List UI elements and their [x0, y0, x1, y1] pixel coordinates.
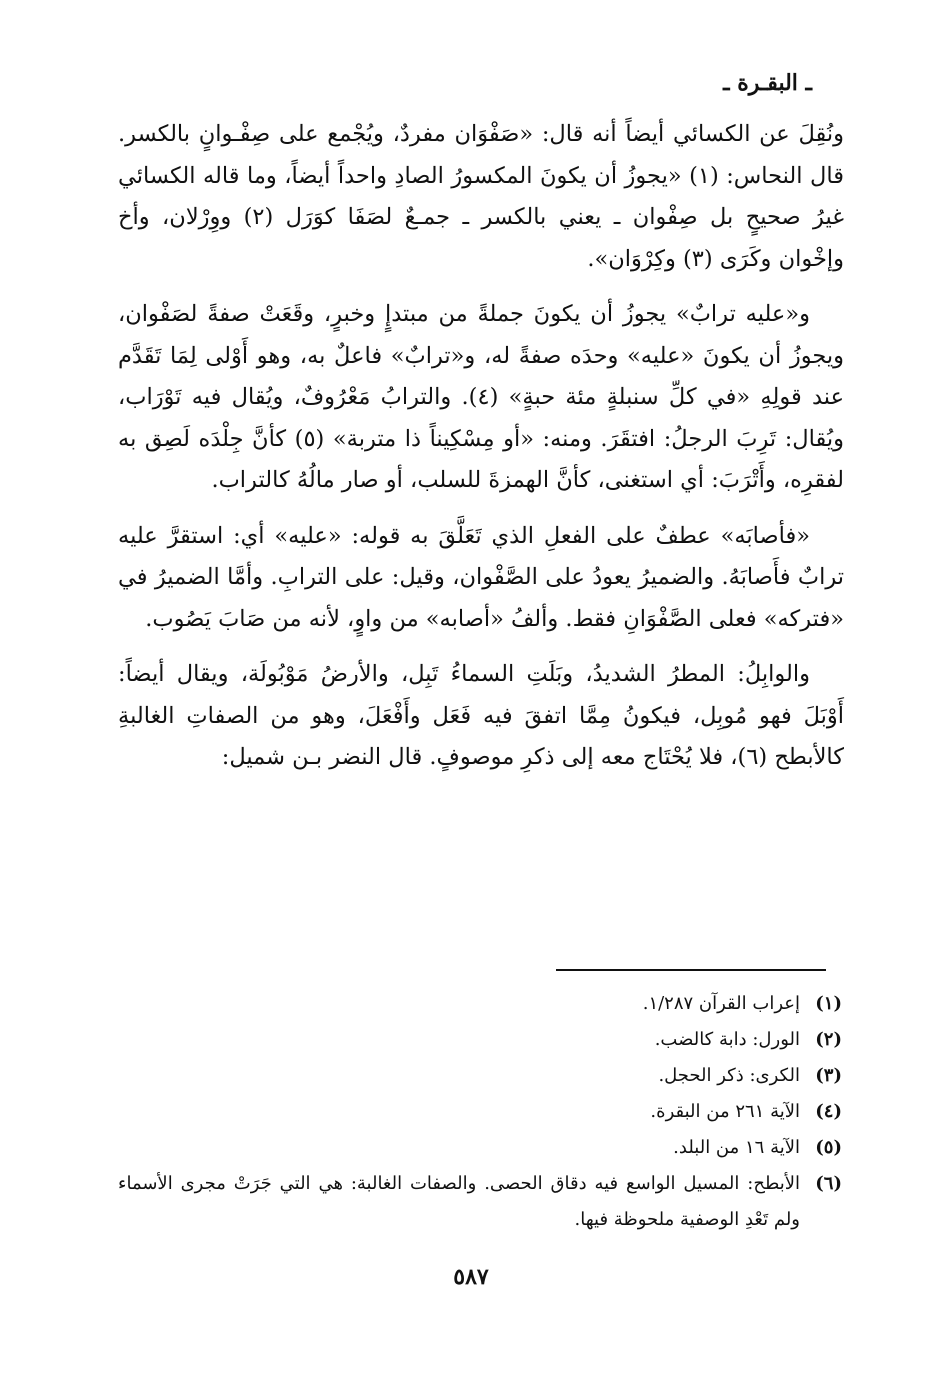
footnote-text: الأبطح: المسيل الواسع فيه دقاق الحصى. والصفات الغالبة: هي التي جَرَتْ مجرى الأسماء ولم تَعْدِ الوصفية ملحوظة فيها.: [118, 1173, 800, 1230]
footnote-text: الورل: دابة كالضب.: [654, 1029, 800, 1050]
page-number: ٥٨٧: [453, 1264, 489, 1290]
running-head: ـ البقـرة ـ: [723, 70, 812, 96]
footnote-number: (٣): [815, 1065, 842, 1086]
footnote-text: الكرى: ذكر الحجل.: [658, 1065, 800, 1086]
footnote-text: الآية ١٦ من البلد.: [673, 1137, 800, 1158]
footnote-number: (٤): [815, 1101, 842, 1122]
footnote-1: [118, 986, 842, 1022]
footnote-number: (١): [815, 993, 842, 1014]
footnote-number: (٢): [815, 1029, 842, 1050]
footnote-number: (٥): [815, 1137, 842, 1158]
paragraph-1: ونُقِلَ عن الكسائي أيضاً أنه قال: «صَفْوَان مفردٌ، ويُجْمع على صِفْـوانٍ بالكسر. قال النحاس: (١) «يجوزُ أن يكونَ المكسورُ الصادِ واحداً أيضاً، وما قاله الكسائي غيرُ صحيحٍ بل صِفْوان ـ يعني بالكسر ـ جمـعٌ لصَفَا كوَرَل (٢) ووِرْلان، وأخ وإخْوان وكَرَى (٣) وكِرْوَان».: [118, 121, 844, 272]
footnote-divider: [556, 969, 826, 971]
paragraph-2: و«عليه ترابٌ» يجوزُ أن يكونَ جملةً من مبتدإٍ وخبرٍ، وقَعَتْ صفةً لصَفْوان، ويجوزُ أن يكونَ «عليه» وحدَه صفةً له، و«ترابٌ» فاعلٌ به، وهو أَوْلى لِمَا تَقَدَّم عند قولِهِ «في كلِّ سنبلةٍ مئة حبةٍ» (٤). والترابُ مَعْرُوفٌ، ويُقال فيه تَوْرَاب، ويُقال: تَرِبَ الرجلُ: افتقَرَ. ومنه: «أو مِسْكِيناً ذا متربة» (٥) كأنَّ جِلْدَه لَصِق به لفقرِه، وأَتْرَبَ: أي استغنى، كأنَّ الهمزةَ للسلب، أو صار مالُهُ كالتراب.: [118, 301, 844, 493]
footnote-text: إعراب القرآن ١/٢٨٧.: [642, 993, 800, 1014]
footnote-text: الآية ٢٦١ من البقرة.: [650, 1101, 800, 1122]
paragraph-4: والوابِلُ: المطرُ الشديدُ، وبَلَتِ السماءُ تَبِل، والأرضُ مَوْبُولَة، ويقال أيضاً: أَوْبَلَ فهو مُوبِل، فيكونُ مِمَّا اتفقَ فيه فَعَل وأَفْعَلَ، وهو من الصفاتِ الغالبةِ كالأبطح (٦)، فلا يُحْتَاج معه إلى ذكرِ موصوفٍ. قال النضر بـن شميل:: [118, 661, 844, 770]
footnote-6: [118, 1166, 842, 1238]
footnote-number: (٦): [815, 1173, 842, 1194]
footnote-4: [118, 1094, 842, 1130]
main-text: [118, 114, 844, 793]
footnote-5: [118, 1130, 842, 1166]
footnote-2: [118, 1022, 842, 1058]
paragraph-3: «فأصابَه» عطفٌ على الفعلِ الذي تَعَلَّقَ به قوله: «عليه» أي: استقرَّ عليه ترابٌ فأَصابَهُ. والضميرُ يعودُ على الصَّفْوان، وقيل: على الترابِ. وأمَّا الضميرُ في «فتركه» فعلى الصَّفْوَانِ فقط. وألفُ «أصابه» من واوٍ، لأنه من صَابَ يَصُوب.: [118, 522, 844, 632]
footnote-3: [118, 1058, 842, 1094]
footnotes: [118, 986, 842, 1238]
